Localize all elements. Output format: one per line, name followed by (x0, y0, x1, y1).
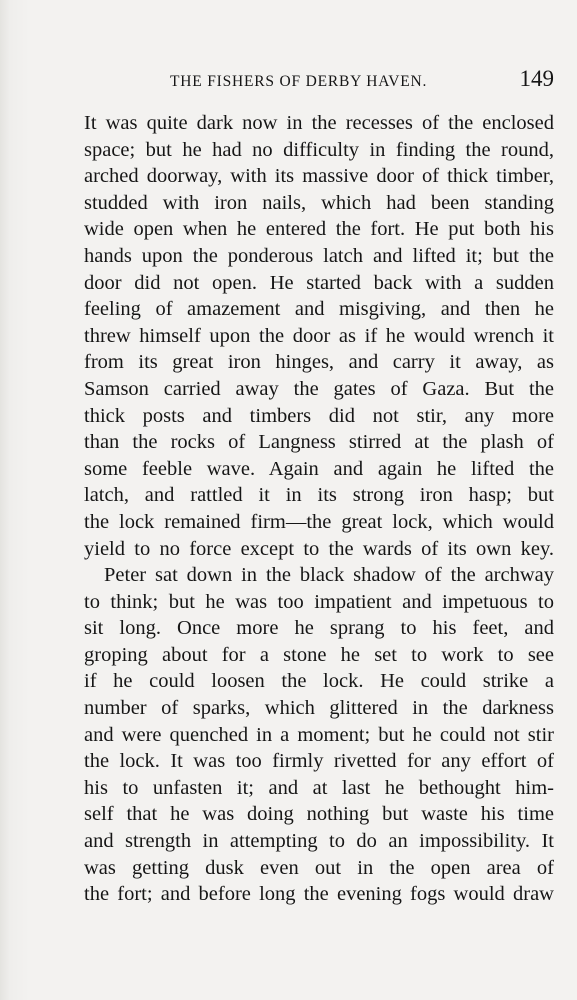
text-line: latch, and rattled it in its strong iron hasp; but (84, 484, 554, 507)
text-line: door did not open. He started back with a sudden (84, 271, 554, 294)
text-line: was getting dusk even out in the open area of (84, 856, 554, 879)
text-line: sit long. Once more he sprang to his feet, and (84, 617, 554, 640)
text-line: hands upon the ponderous latch and lifted it; but the (84, 244, 554, 267)
text-line: if he could loosen the lock. He could strike a (84, 670, 554, 693)
text-line: from its great iron hinges, and carry it away, as (84, 351, 554, 374)
text-line: the lock remained firm—the great lock, which would (84, 510, 554, 533)
text-line: the fort; and before long the evening fogs would draw (84, 883, 554, 906)
text-line: space; but he had no difficulty in finding the round, (84, 138, 554, 161)
text-line: arched doorway, with its massive door of thick timber, (84, 165, 554, 188)
text-line: It was quite dark now in the recesses of the enclosed (84, 112, 554, 134)
text-line: and strength in attempting to do an impossibility. It (84, 830, 554, 853)
running-head: THE FISHERS OF DERBY HAVEN. (170, 73, 428, 90)
text-line: the lock. It was too firmly rivetted for any effort of (84, 750, 554, 773)
text-line: studded with iron nails, which had been standing (84, 191, 554, 214)
body-text (84, 110, 554, 908)
text-line: feeling of amazement and misgiving, and then he (84, 298, 554, 321)
text-line: wide open when he entered the fort. He put both his (84, 218, 554, 241)
text-line: and were quenched in a moment; but he could not stir (84, 723, 554, 746)
text-line: threw himself upon the door as if he would wrench it (84, 324, 554, 347)
text-line: than the rocks of Langness stirred at the plash of (84, 431, 554, 454)
page-number: 149 (519, 66, 554, 91)
text-line: thick posts and timbers did not stir, any more (84, 404, 555, 427)
text-line: groping about for a stone he set to work to see (84, 643, 554, 666)
text-line: Samson carried away the gates of Gaza. But the (84, 377, 555, 400)
page-header (84, 66, 554, 94)
text-line: self that he was doing nothing but waste his time (84, 803, 554, 826)
text-line: number of sparks, which glittered in the darkness (84, 697, 554, 720)
text-line: Peter sat down in the black shadow of the archway (104, 564, 554, 587)
text-line: his to unfasten it; and at last he bethought him- (84, 776, 554, 799)
text-line: some feeble wave. Again and again he lifted the (84, 457, 554, 480)
text-line: yield to no force except to the wards of its own key. (84, 537, 554, 560)
text-line: to think; but he was too impatient and impetuous to (84, 590, 554, 613)
